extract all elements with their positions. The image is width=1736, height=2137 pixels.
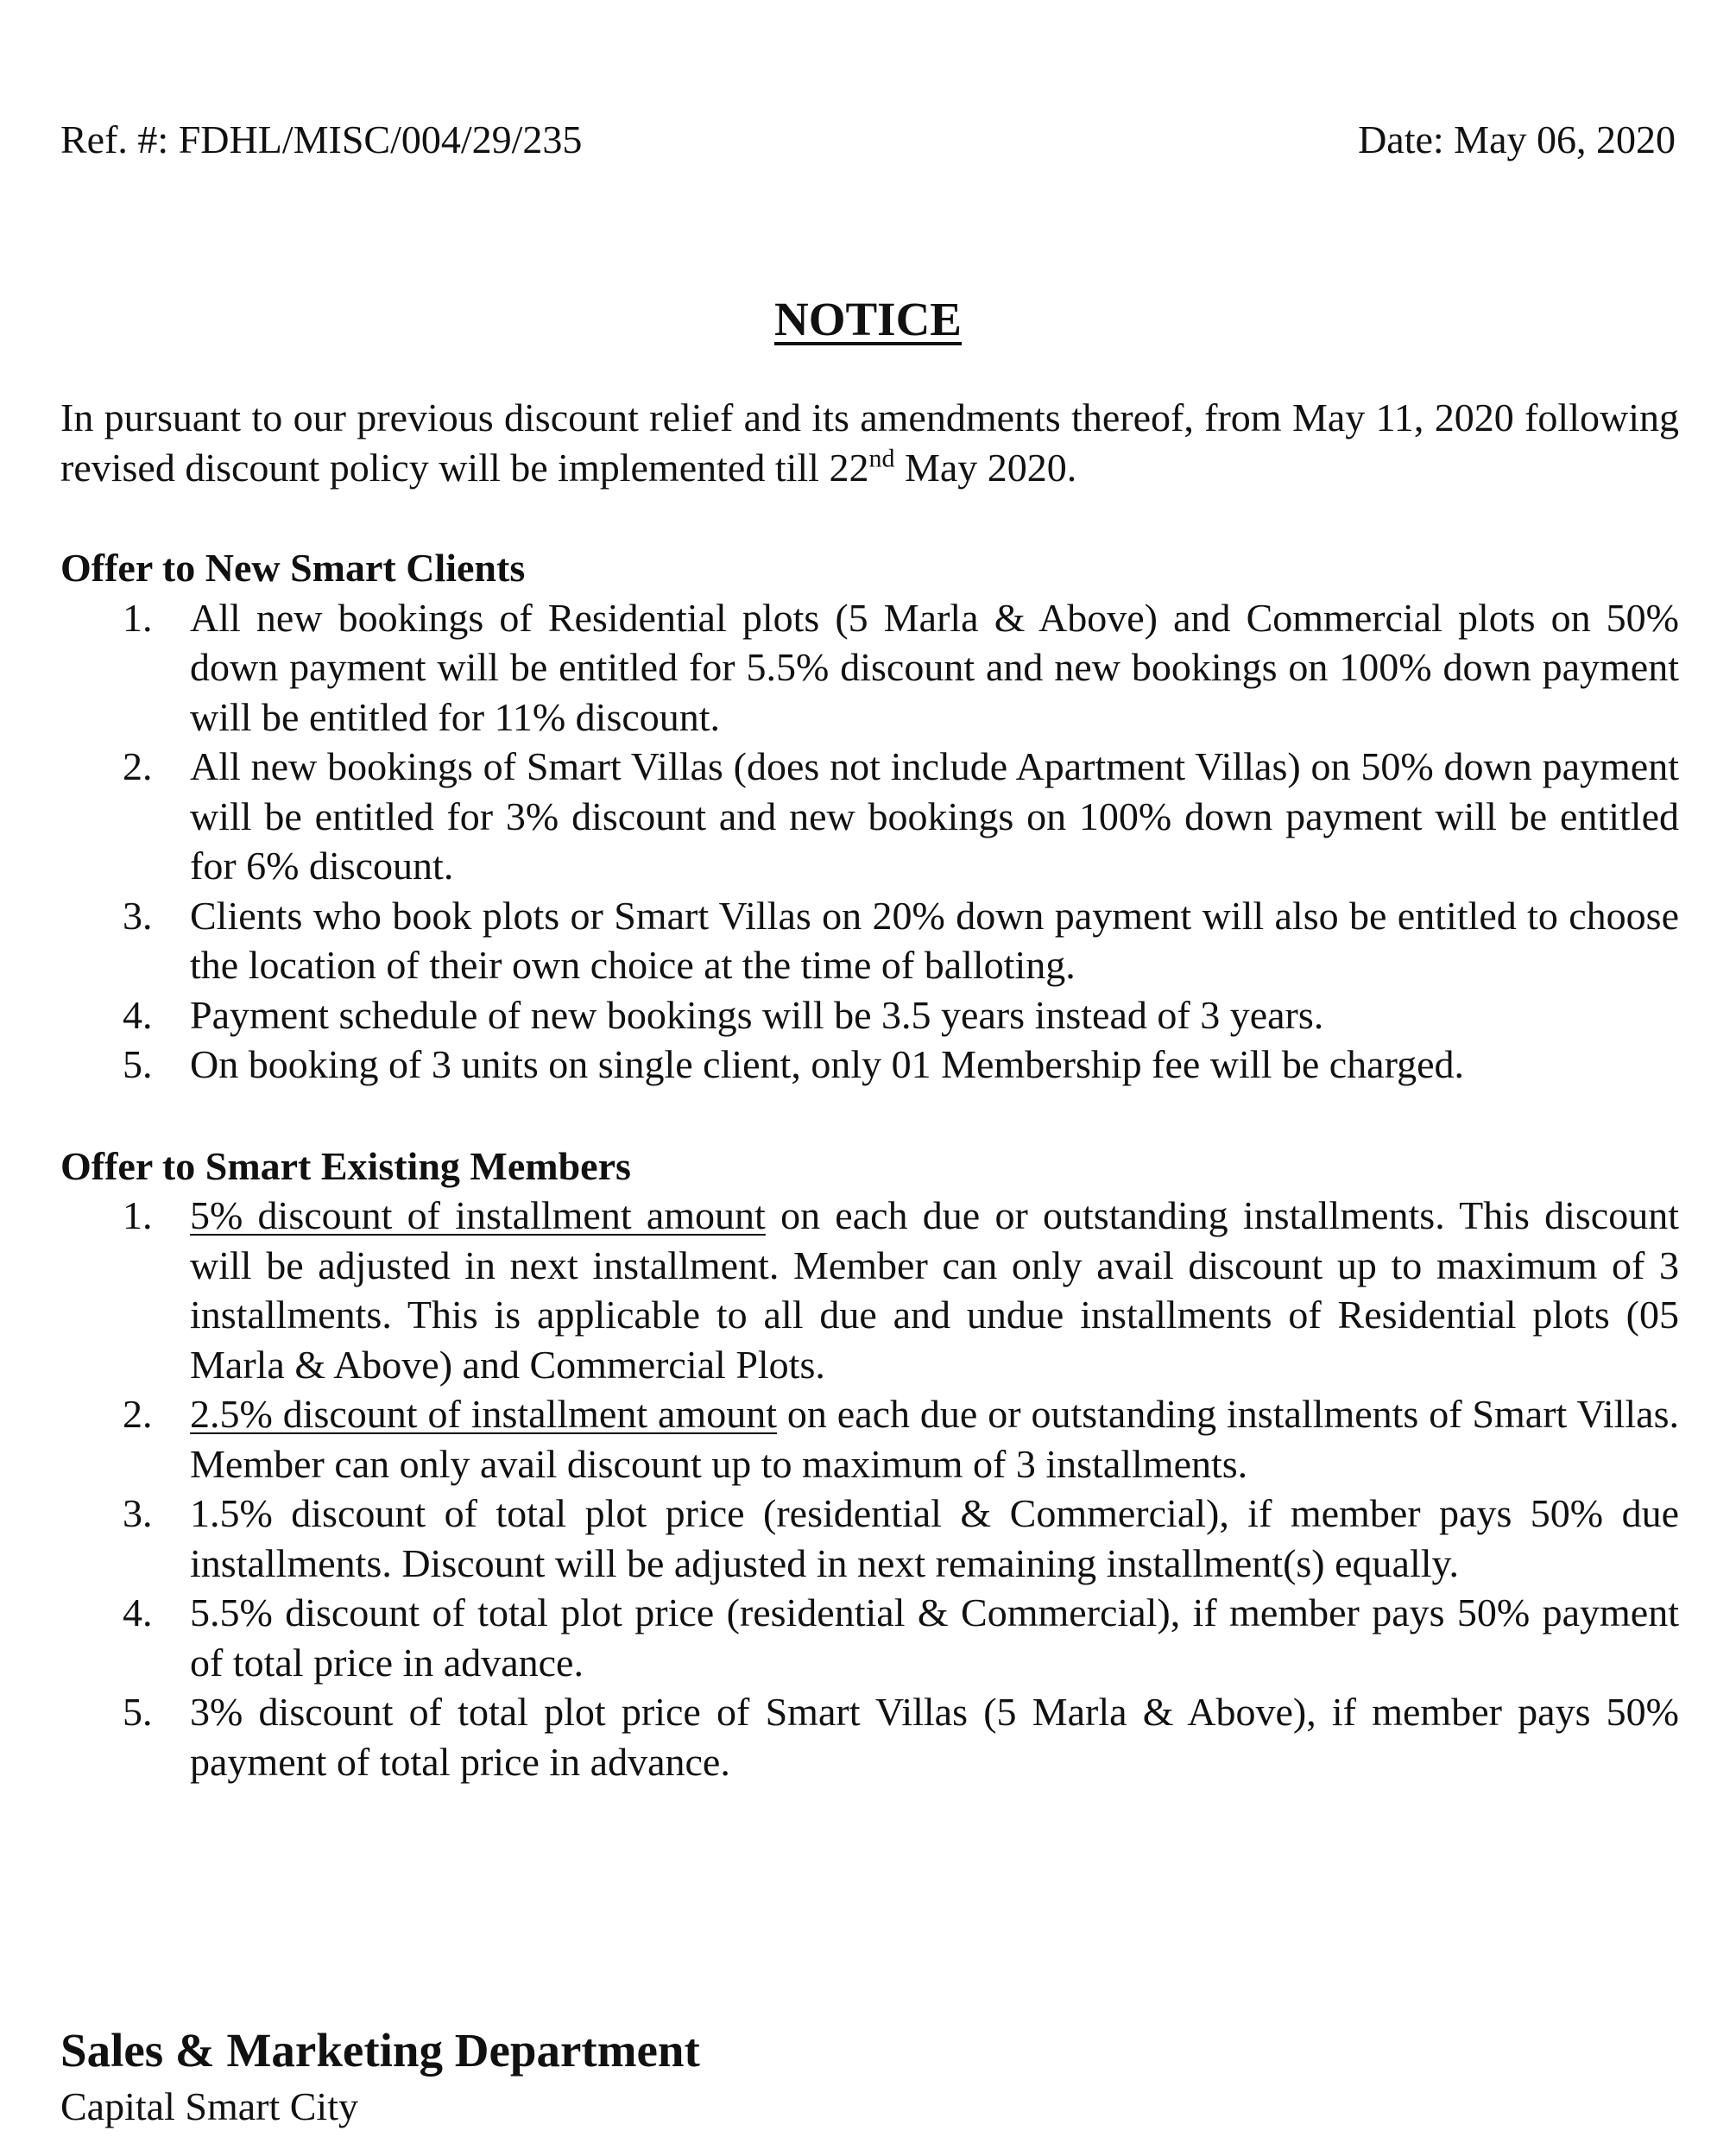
list-item-number: 5. [123, 1042, 153, 1086]
intro-superscript: nd [868, 444, 895, 473]
notice-date: Date: May 06, 2020 [1358, 117, 1676, 161]
intro-paragraph [60, 393, 1679, 492]
list-item-text: Clients who book plots or Smart Villas on 20% down payment will also be entitled to choose the location of their own choice at the time of balloting. [190, 893, 1679, 987]
list-item-underlined-text: 5% discount of installment amount [190, 1193, 766, 1237]
list-item [60, 1040, 1679, 1090]
list-item-text: 1.5% discount of total plot price (residential & Commercial), if member pays 50% due installments. Discount will be adjusted in next remaining installment(s) equally. [190, 1491, 1679, 1585]
list-item-text: All new bookings of Smart Villas (does not include Apartment Villas) on 50% down payment will be entitled for 3% discount and new bookings on 100% down payment will be entitled for 6% discount. [190, 744, 1679, 888]
list-item-number: 5. [123, 1690, 153, 1734]
existing-members-list [60, 1191, 1679, 1786]
list-item-text: Payment schedule of new bookings will be 3.5 years instead of 3 years. [190, 992, 1324, 1037]
reference-number: Ref. #: FDHL/MISC/004/29/235 [60, 117, 583, 161]
list-item-text: All new bookings of Residential plots (5 Marla & Above) and Commercial plots on 50% down payment will be entitled for 5.5% discount and new bookings on 100% down payment will be entitled for 11% discount. [190, 595, 1679, 739]
list-item [60, 593, 1679, 743]
organization-name: Capital Smart City [60, 2084, 358, 2128]
list-item-text: on each due or outstanding installments of Smart Villas. Member can only avail discount up to maximum of 3 installments. [190, 1392, 1679, 1486]
list-item-number: 2. [123, 744, 153, 788]
list-item [60, 1191, 1679, 1389]
list-item-text: 5.5% discount of total plot price (residential & Commercial), if member pays 50% payment of total price in advance. [190, 1590, 1679, 1685]
list-item [60, 1588, 1679, 1687]
intro-text-end: May 2020. [894, 445, 1077, 490]
list-item-text: On booking of 3 units on single client, only 01 Membership fee will be charged. [190, 1042, 1464, 1086]
list-item [60, 742, 1679, 891]
list-item-number: 3. [123, 893, 153, 938]
new-clients-list [60, 593, 1679, 1090]
intro-text: In pursuant to our previous discount relief and its amendments thereof, from May 11, 2020 following revised discount policy will be implemented till 22 [60, 395, 1679, 490]
signature-block [60, 2020, 700, 2133]
department-name: Sales & Marketing Department [60, 2024, 700, 2077]
list-item-number: 4. [123, 992, 153, 1037]
list-item-number: 3. [123, 1491, 153, 1535]
existing-members-heading: Offer to Smart Existing Members [60, 1143, 631, 1188]
list-item-text: on each due or outstanding installments. This discount will be adjusted in next installment. Member can only avail discount up to maximum of 3 installments. This is applicable to all due and undue installments of Residential plots (05 Marla & Above) and Commercial Plots. [190, 1193, 1679, 1387]
notice-body [60, 393, 1679, 1786]
list-item-number: 2. [123, 1392, 153, 1436]
list-item [60, 990, 1679, 1040]
list-item-number: 1. [123, 595, 153, 640]
list-item [60, 1389, 1679, 1489]
list-item [60, 891, 1679, 990]
list-item [60, 1687, 1679, 1786]
list-item-number: 1. [123, 1193, 153, 1237]
notice-title-text: NOTICE [774, 293, 962, 345]
list-item-number: 4. [123, 1590, 153, 1634]
new-clients-heading: Offer to New Smart Clients [60, 546, 526, 590]
list-item-text: 3% discount of total plot price of Smart Villas (5 Marla & Above), if member pays 50% payment of total price in advance. [190, 1690, 1679, 1784]
list-item [60, 1489, 1679, 1588]
list-item-underlined-text: 2.5% discount of installment amount [190, 1392, 777, 1436]
notice-title [0, 289, 1736, 350]
